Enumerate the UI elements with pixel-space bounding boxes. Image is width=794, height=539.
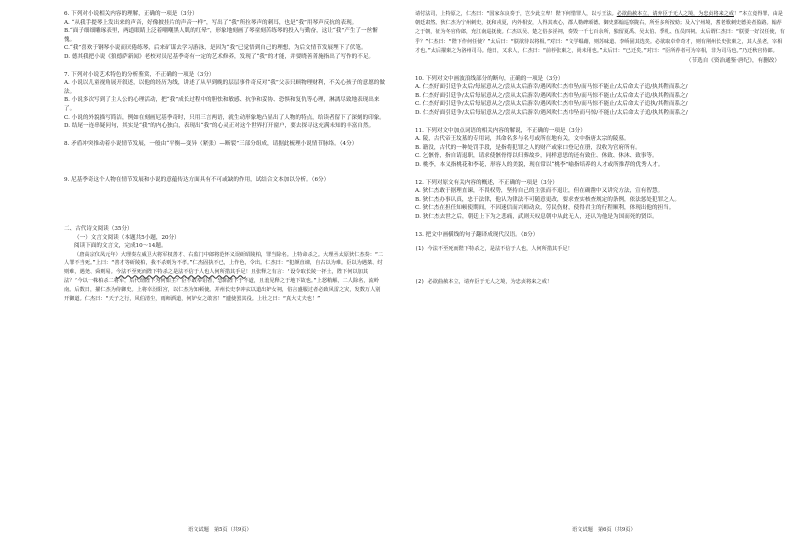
q10-stem: 10. 下列对文中画波浪线部分的断句，正确的一项是（3分） xyxy=(415,75,564,82)
q12-option-c: C. 狄仁杰在担任知顿使期间，不因迷信而兴师动众，劳民伤财，使得君主的行程顺利，体现出他的担当。 xyxy=(415,205,675,212)
q13-sentence-2 xyxy=(415,278,786,287)
section2-title: 二、古代诗文阅读（35分） xyxy=(64,225,133,232)
q6-stem: 6. 下列对小说相关内容的理解，正确的一项是（3分） xyxy=(64,11,198,17)
q7-stem: 7. 下列对小说艺术特色的分析鉴赏，不正确的一项是（3分） xyxy=(64,71,215,78)
q12-option-a: A. 狄仁杰敢于据理直谏，不畏权势，坚持自己的主张而不退让，但在确凿中又讲究方法，宣有智慧。 xyxy=(415,188,664,195)
passage-continuation xyxy=(415,10,786,56)
q6-option-c: C.“我”喜欢于钢琴小说而厌倦练琴，后来矿谋去学习游泳，是因为“我”已觉悟到自己的理想，为后文情节发展埋下了伏笔。 xyxy=(64,45,367,52)
q8-answer-space xyxy=(64,148,385,176)
passage-text-2: 请付法司，上特原之，仁杰曰：“国家东良奏于，岂少此立卑！陛下何惜罪人，以亏王法。 xyxy=(415,11,617,17)
section2-sub1: （一）文言文阅读（本题共5小题，20分） xyxy=(74,234,180,241)
q10-option-c: C. 仁杰好面引廷争/太后每屈意从之/尝从太后游幸/遇风吹仁杰巾坠/而马惊不能止/太后命太子追执/其鞚而系之/ xyxy=(415,101,688,108)
q13-sentence-2-label: (2) xyxy=(415,278,425,285)
q10-option-d: D. 仁杰好面引廷争/太后每屈意从之/尝从太后游幸/遇风吹仁杰巾坠而马惊/不能止/太后命太子追/执其鞚而系之/ xyxy=(415,109,688,116)
q7-option-d: D. 结尾一连串疑问句，其实是“我”的内心独白，表现出“我”的心灵正对这个世界打开窗户，要去探寻这充满未知的丰富自然。 xyxy=(64,123,375,130)
q7-option-b: B. 小说多次写到了主人公的心理活动，把“我”成长过程中的胆怯和敏感、抗争和妥协、恐惧和复仇等心理，淋漓尽致地表现出来了。 xyxy=(64,97,380,112)
passage-text-1c: 上将幸汾阳宫，以仁杰为知顿使。并州长史李冲玄以道出妒女祠，俗言盛服过者必致风雷之灾，发数万人别开御道。仁杰曰：“天子之行，风伯清尘，雨师洒道，何妒女之敢害！”遽使罢其役。上壮之曰：“真大丈夫也！” xyxy=(64,286,381,302)
q13-sentence-1-label: (1) xyxy=(415,246,425,253)
q7-option-c: C. 小说的外貌描写简洁，例如在刻画尼基季奇时，只用三言两语，就生动形象地凸显出了人物的特点，给读者留下了深刻的印象。 xyxy=(64,114,385,121)
passage-text-1: （唐高宗仪凤元年）大理奏左威卫大将军权善才、右监门中郎将范怀义误斫昭陵柏，罪当除名。上特命杀之。大理丞太原狄仁杰奏：“二人罪不当死。”上曰：“善才等斫陵柏，我不杀则为不孝。”仁杰固执不已，上作色，令出。仁杰曰：“犯颜直谏，自古以为难。臣以为遇桀、纣则难，遇尧、舜则易。 xyxy=(64,251,384,276)
q13-answer-space-1 xyxy=(415,254,786,272)
q7-option-a: A. 小说以儿童视角展开叙述，以他的经历为线，讲述了从早到晚的层层事件奇反对“我”父亲只顾物理财利，不关心孩子的意愿的做法。 xyxy=(64,80,385,95)
q6-option-a: A. “从我手提琴上发出来的声音，好像披挂片的声音一样”，写出了“我”所拉琴声的刺耳，也是“我”用琴声反抗的表现。 xyxy=(64,19,358,26)
q12-option-b: B. 狄仁杰办事认真，忠于法律，他认为律法不可随意更改，要求查实核查规定的条例，依法惩处犯罪之人。 xyxy=(415,196,680,203)
q10-option-b: B. 仁杰好面引廷争/太后每屈意从之/尝从太后游幸/遇风吹仁杰巾坠/而马惊不能止/太后命太子追/执其鞚而系之/ xyxy=(415,92,688,99)
q11-option-c: C. 乞骸骨，指自请退职，请求使骸骨得以归葬故乡，同样意思的还有致仕、休致、休沐、致事等。 xyxy=(415,153,658,160)
q11-option-b: B. 籍没，古代的一种处罚手段，是指将犯罪之人的财产或家口登记在册，没收为官府所有。 xyxy=(415,144,641,151)
passage-text-3: ！”本立竟得罪，由是朝廷肃然。狄仁杰为宁州刺史，抚和戎夏，内外相安，人得其欢心，郡人勒碑颂德。御史郭翰巡察陇右，所至多所按劾；及入宁州境，耆老歌刺史德美者盈路。翰荐之于朝，征为冬官侍郎，充江南巡抚使。仁杰以吴、楚之俗多淫祠，奏毁一千七百余所，独留夏禹、吴太伯、季札、伍员四祠。太后谓仁杰曰：“朕要一好汉任使，有乎？”仁杰曰：“陛下作何任使？”太后曰：“朕欲待以将相。”对曰：“文学缊藉，则苏味道、李峤固其选矣。必欲取卓荦奇才，则有荆州长史张柬之，其人虽老，宰相才也。”太后擢柬之为洛州司马。他日，又求人，仁杰曰：“前荐张柬之，尚未用也。”太后曰：“已迁矣。”对曰：“臣所荐者可为宰相，非为司马也。”乃迁秋官侍郎。 xyxy=(415,11,785,54)
right-page xyxy=(397,0,794,539)
passage-source: （节选自《资治通鉴·唐纪》，有删改） xyxy=(685,58,780,65)
page-footer-left: 语文试题 第5页（共9页） xyxy=(188,527,252,533)
q9-stem: 9. 尼基季奇这个人物在情节发展和小说的意蕴传达方面具有不可或缺的作用，试结合文本加以分析。（6分） xyxy=(64,177,330,184)
passage-text-1b: ！且张释之有言：‘设令取长陵一抔土，陛下何以加其法？’今以一株柏杀二将军，后代谓陛下为何如主？臣不敢奉诏者，恐陷陛下于不道，且羞见释之于地下故也。”上怒稍解，二人除名，流岭南。后数日，擢仁杰为侍御史。 xyxy=(64,269,379,293)
q12-option-d: D. 狄仁杰去世之后，朝廷上下为之悲痛，武则天叹息朝中从此无人，还认为他是为国而死的贤臣。 xyxy=(415,213,658,220)
passage-underlined-sentence-1: 今法不至死而陛下特杀之是法不信于人也人何所措其手足 xyxy=(115,269,246,276)
q10-option-a: A. 仁杰好面引廷争太后/每屈意从之/尝从太后游幸/遇风吹仁杰巾坠/而马惊不能止/太后命太子追/执其鞚而系之/ xyxy=(415,84,688,91)
q13-stem: 13. 把文中画横线的句子翻译成现代汉语。（8分） xyxy=(415,231,539,238)
q13-sentence-2-text: 必欲曲赦本立，请弃臣于无人之境，为忠贞将来之戒！ xyxy=(427,278,553,285)
q6-option-b: B.“面子细细雕琢表里，两道眼睛上泛着嘲嘲黑人肌的红晕”，形象地刻画了琴童刻苦练琴的投入与勤奋，这让“我”产生了一丝惭愧。 xyxy=(64,28,378,43)
q8-stem: 8. 矛盾冲突推动着小说情节发展，一般由“平衡—变异（紧张）—断裂”三部分组成，请据此梳理小说情节脉络。（4分） xyxy=(64,140,358,147)
q13-sentence-1-text: 今法不至死而陛下特杀之，是法不信于人也，人何所措其手足！ xyxy=(427,246,573,253)
q9-answer-space xyxy=(64,185,385,225)
q11-option-d: D. 桃李，本义指桃花和李花，形容人的美貌，现在常以“桃李”喻指培养的人才或所推荐的优秀人才。 xyxy=(415,161,664,168)
q11-option-a: A. 陵，古代帝王坟墓的专用词，其命名多与名号或所在地有关，文中指唐太宗的陵墓。 xyxy=(415,136,630,143)
q6-option-d: D. 德其我把小说《狼德萨新闻》老校对员尼基季奇有一定的艺术修养，发现了“我”的才能，并要晓善菁施指出了写作的不足。 xyxy=(64,53,375,60)
passage-underlined-sentence-2: 必欲曲赦本立，请弃臣于无人之境，为忠贞将来之戒 xyxy=(616,11,734,17)
q11-stem: 11. 下列对文中加点词语的相关内容的解说，不正确的一项是（3分） xyxy=(415,127,586,134)
section2-instructions: 阅读下面的文言文，完成10～14题。 xyxy=(74,243,167,250)
q12-stem: 12. 下列对原文有关内容的概述，不正确的一项是（3分） xyxy=(415,179,558,186)
q13-sentence-1 xyxy=(415,245,786,254)
page-footer-right: 语文试题 第6页（共9页） xyxy=(572,527,636,533)
passage-paragraph-1 xyxy=(64,251,385,304)
